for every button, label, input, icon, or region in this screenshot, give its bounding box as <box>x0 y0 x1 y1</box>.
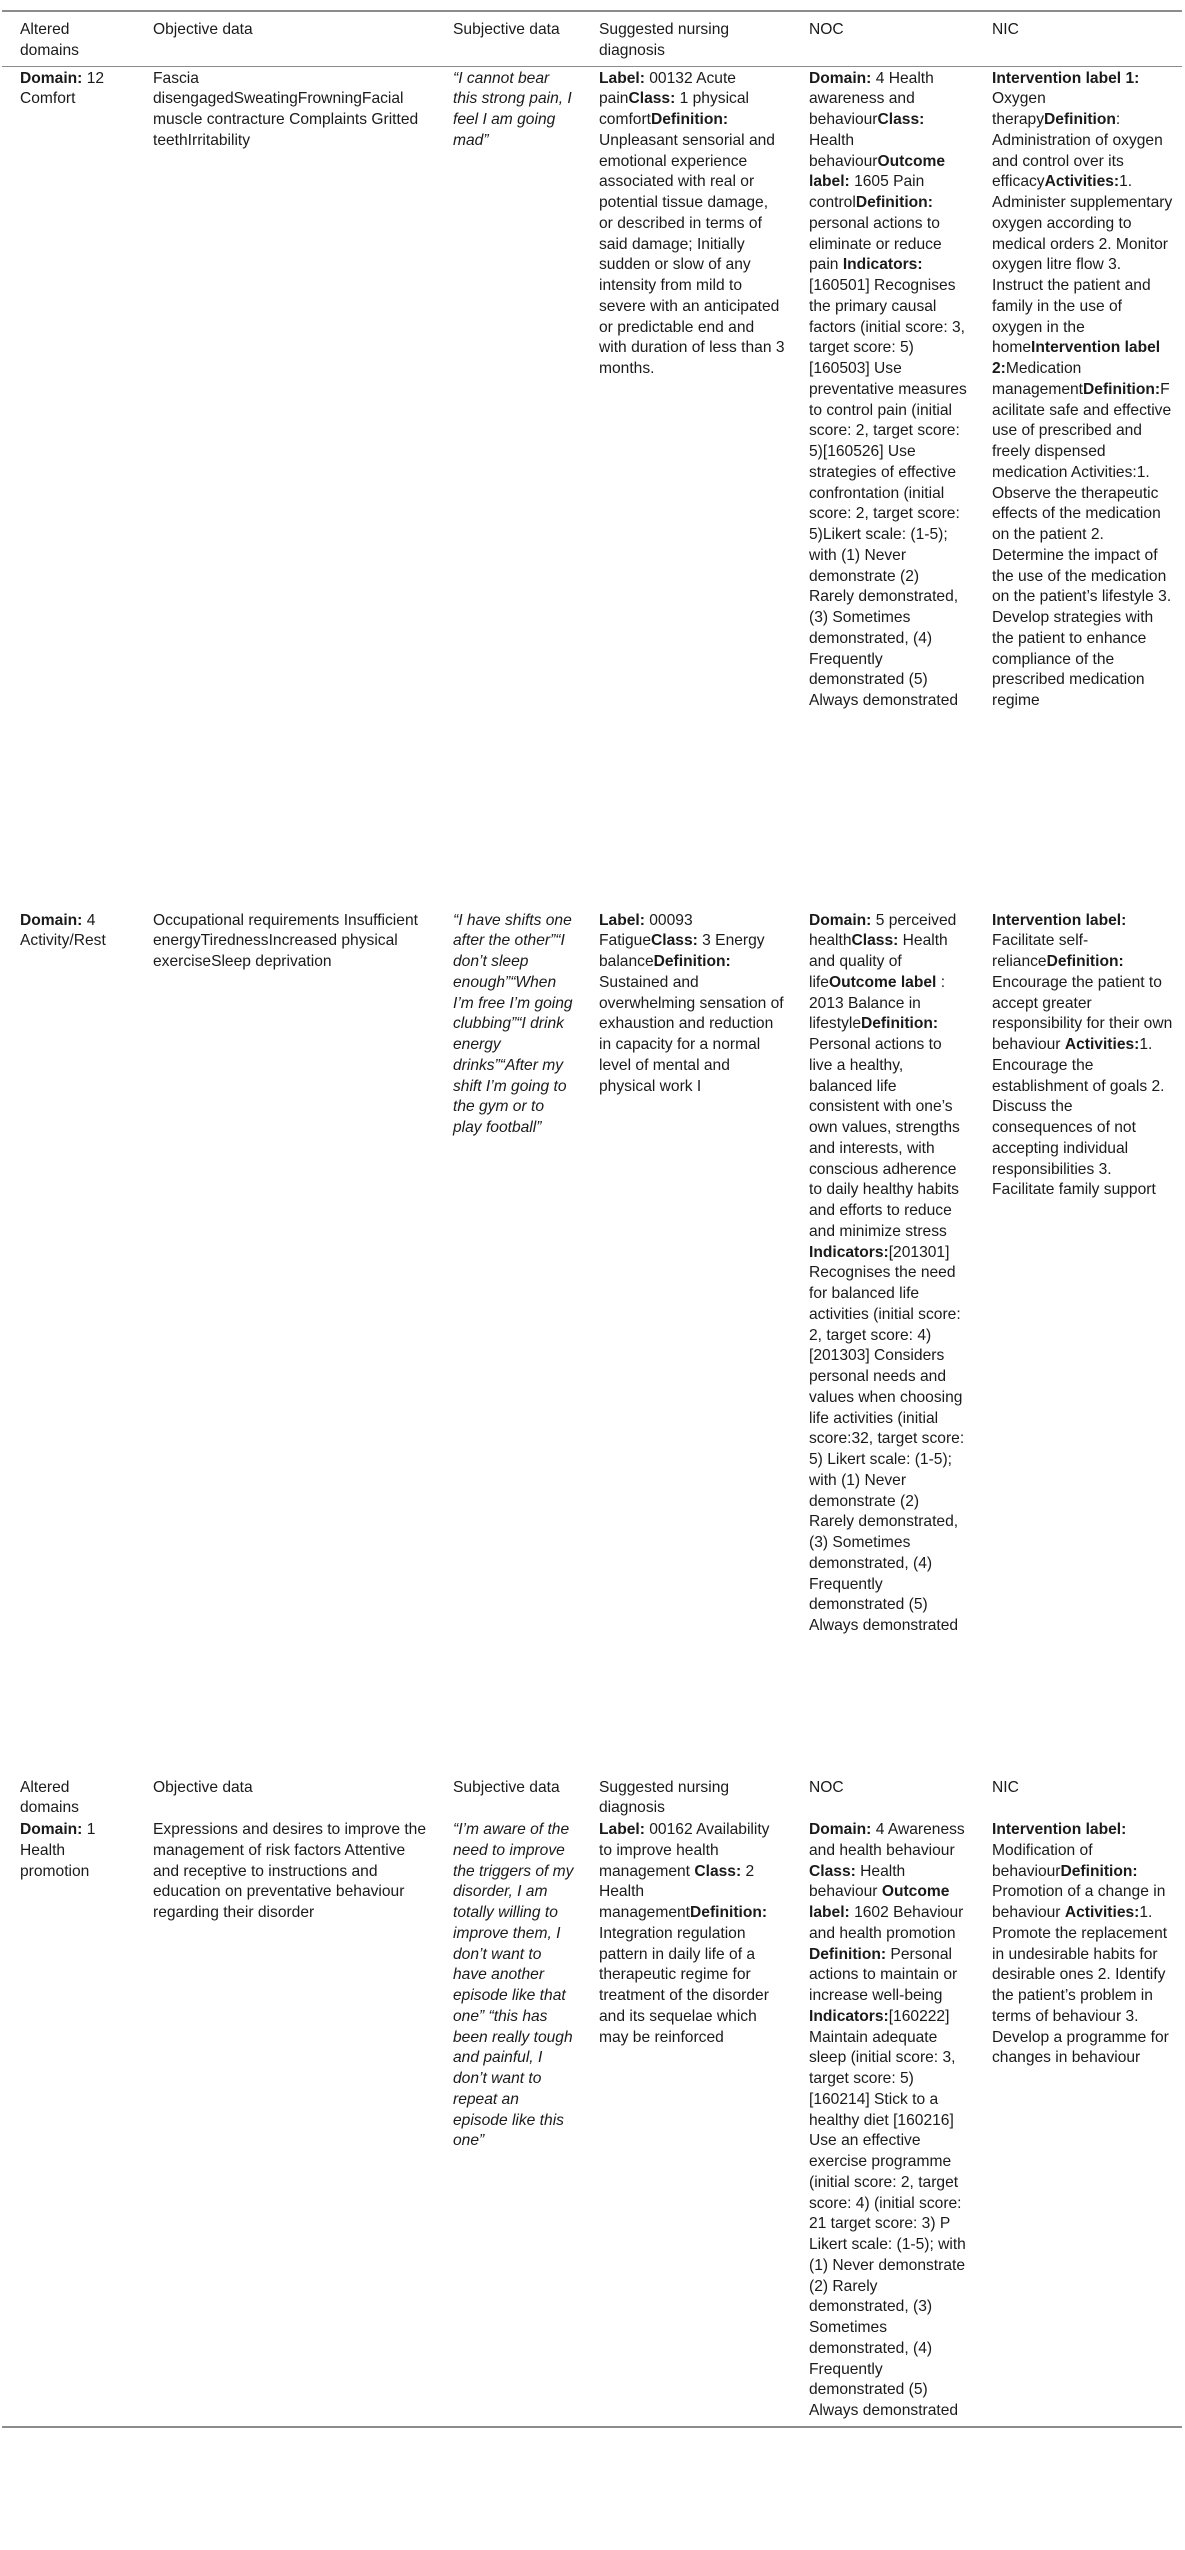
table-row <box>2 1819 1182 2427</box>
domain-cell: Domain: 12 Comfort <box>20 69 105 108</box>
subjective-cell: “I’m aware of the need to improve the triggers of my disorder, I am totally willing to improve them, I don’t want to have another episode like that one” “this has been really tough and painful, I don’t want to repeat an episode like this one” <box>453 1821 574 2150</box>
header-nic: NIC <box>992 1778 1019 1796</box>
header-nic: NIC <box>974 11 1182 66</box>
header-altered-domains: Altered domains <box>20 1778 79 1817</box>
objective-cell: Fascia disengagedSweatingFrowningFacial muscle contracture Complaints Gritted teethIrritability <box>153 69 419 149</box>
header-row <box>2 11 1182 66</box>
repeated-header-row <box>2 1774 1182 1820</box>
nic-cell: Intervention label 1: Oxygen therapyDefinition: Administration of oxygen and control over its efficacyActivities:1. Administer supplementary oxygen according to medical orders 2. Monitor oxygen litre flow 3. Instruct the patient and family in the use of oxygen in the homeIntervention label 2:Medication managementDefinition:Facilitate safe and effective use of prescribed and freely dispensed medication Activities:1. Observe the therapeutic effects of the medication on the patient 2. Determine the impact of the use of the medication on the patient’s lifestyle 3. Develop strategies with the patient to enhance compliance of the prescribed medication regime <box>992 69 1173 709</box>
diagnosis-cell: Label: 00162 Availability to improve health management Class: 2 Health managementDefinition: Integration regulation pattern in daily life of a therapeutic regime for treatment of the disorder and its sequelae which may be reinforced <box>599 1821 770 2046</box>
noc-cell: Domain: 4 Health awareness and behaviourClass: Health behaviourOutcome label: 1605 Pain controlDefinition: personal actions to eliminate or reduce pain Indicators:[160501] Recognises the primary causal factors (initial score: 3, target score: 5)[160503] Use preventative measures to control pain (initial score: 2, target score: 5)[160526] Use strategies of effective confrontation (initial score: 2, target score: 5)Likert scale: (1-5); with (1) Never demonstrate (2) Rarely demonstrated, (3) Sometimes demonstrated, (4) Frequently demonstrated (5) Always demonstrated <box>809 69 967 709</box>
header-objective-data: Objective data <box>153 1778 253 1796</box>
noc-cell: Domain: 5 perceived healthClass: Health and quality of lifeOutcome label : 2013 Balance in lifestyleDefinition: Personal actions to live a healthy, balanced life consistent with one’s own values, strengths and interests, with conscious adherence to daily healthy habits and efforts to reduce and minimize stress Indicators:[201301] Recognises the need for balanced life activities (initial score: 2, target score: 4)[201303] Considers personal needs and values when choosing life activities (initial score:32, target score: 5) Likert scale: (1-5); with (1) Never demonstrate (2) Rarely demonstrated, (3) Sometimes demonstrated, (4) Frequently demonstrated (5) Always demonstrated <box>809 911 965 1634</box>
header-objective-data: Objective data <box>135 11 435 66</box>
subjective-cell: “I have shifts one after the other”“I don’t sleep enough”“When I’m free I’m going clubbing”“I drink energy drinks”“After my shift I’m going to the gym or to play football” <box>453 911 573 1136</box>
header-altered-domains: Altered domains <box>2 11 135 66</box>
header-noc: NOC <box>791 11 974 66</box>
diagnosis-cell: Label: 00132 Acute painClass: 1 physical comfortDefinition: Unpleasant sensorial and emotional experience associated with real or potential tissue damage, or described in terms of said damage; Initially sudden or slow of any intensity from mild to severe with an anticipated or predictable end and with duration of less than 3 months. <box>599 69 785 377</box>
nic-cell: Intervention label: Modification of behaviourDefinition: Promotion of a change in behaviour Activities:1. Promote the replacement in undesirable habits for desirable ones 2. Identify the patient’s problem in terms of behaviour 3. Develop a programme for changes in behaviour <box>992 1821 1169 2067</box>
header-subjective-data: Subjective data <box>435 11 581 66</box>
header-subjective-data: Subjective data <box>453 1778 560 1796</box>
objective-cell: Occupational requirements Insufficient energyTirednessIncreased physical exerciseSleep deprivation <box>153 911 418 970</box>
subjective-cell: “I cannot bear this strong pain, I feel I am going mad” <box>453 69 572 149</box>
domain-cell: Domain: 1 Health promotion <box>20 1821 96 1880</box>
header-nursing-diagnosis: Suggested nursing diagnosis <box>581 11 791 66</box>
noc-cell: Domain: 4 Awareness and health behaviour Class: Health behaviour Outcome label: 1602 Behaviour and health promotion Definition: Personal actions to maintain or increase well-being Indicators:[160222] Maintain adequate sleep (initial score: 3, target score: 5)[160214] Stick to a healthy diet [160216] Use an effective exercise programme (initial score: 2, target score: 4) (initial score: 21 target score: 3) P Likert scale: (1-5); with (1) Never demonstrate (2) Rarely demonstrated, (3) Sometimes demonstrated, (4) Frequently demonstrated (5) Always demonstrated <box>809 1821 966 2419</box>
table-row <box>2 908 1182 1774</box>
nursing-care-plan-table <box>2 10 1182 2428</box>
table-row <box>2 66 1182 908</box>
diagnosis-cell: Label: 00093 FatigueClass: 3 Energy balanceDefinition: Sustained and overwhelming sensation of exhaustion and reduction in capacity for a normal level of mental and physical work I <box>599 911 784 1095</box>
domain-cell: Domain: 4 Activity/Rest <box>20 911 106 950</box>
objective-cell: Expressions and desires to improve the management of risk factors Attentive and receptive to instructions and education on preventative behaviour regarding their disorder <box>153 1821 427 1921</box>
header-nursing-diagnosis: Suggested nursing diagnosis <box>599 1778 730 1817</box>
header-noc: NOC <box>809 1778 844 1796</box>
nic-cell: Intervention label: Facilitate self-relianceDefinition: Encourage the patient to accept greater responsibility for their own behaviour Activities:1. Encourage the establishment of goals 2. Discuss the consequences of not accepting individual responsibilities 3. Facilitate family support <box>992 911 1173 1199</box>
